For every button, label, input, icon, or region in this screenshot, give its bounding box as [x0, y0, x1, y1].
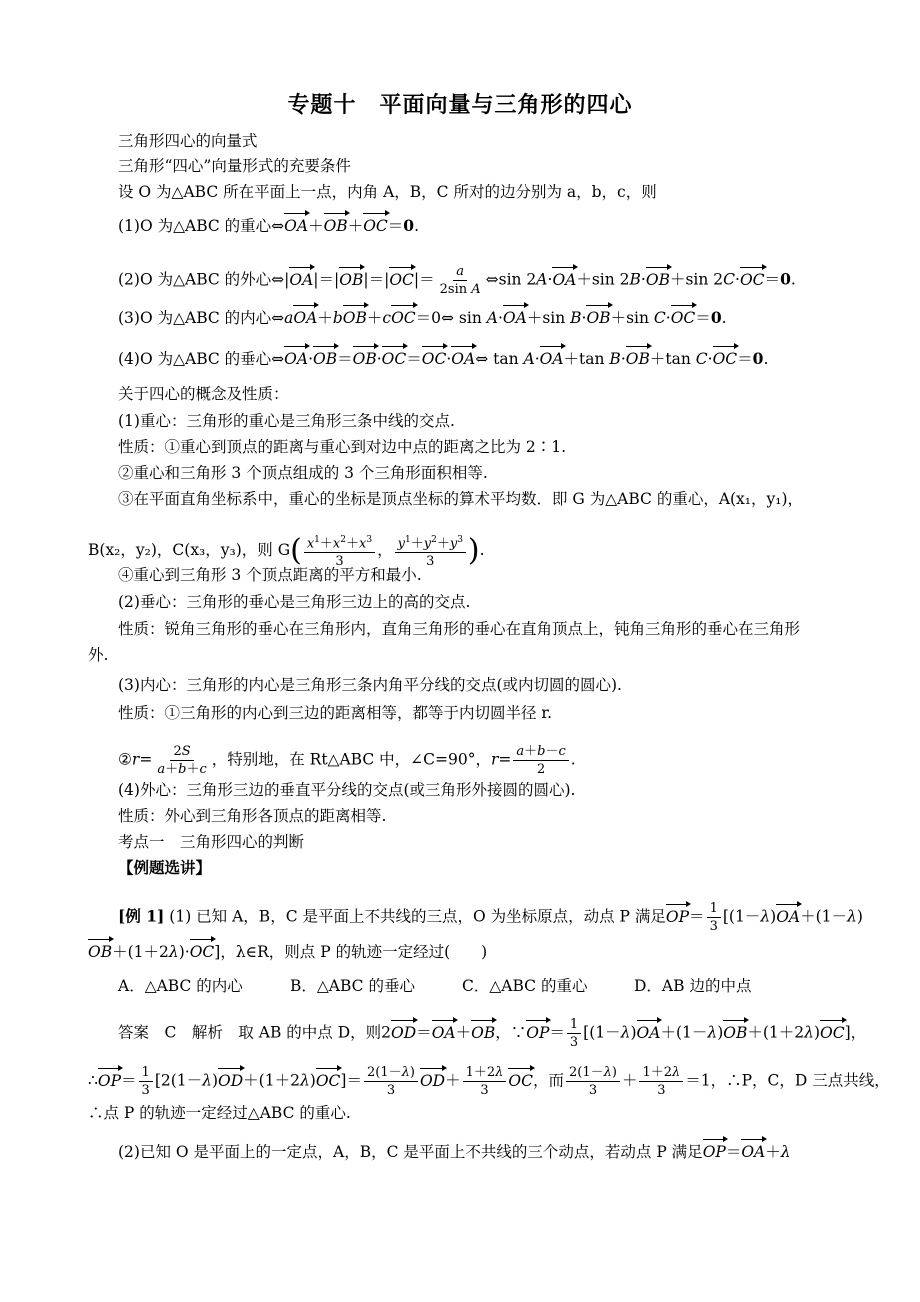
answer-1-line: 答案 C 解析 取 AB 的中点 D，则2OD＝OA＋OB，∵OP＝ $\frac{1}{3}$ [(1－λ)OA＋(1－λ)OB＋(1＋2λ)OC]， [118, 1017, 867, 1050]
choice-b: B．△ABC 的垂心 [290, 977, 415, 995]
page-title: 专题十 平面向量与三角形的四心 [287, 93, 633, 118]
choice-c: C．△ABC 的重心 [462, 977, 588, 995]
property-centroid: (1)重心：三角形的重心是三角形三条中线的交点. [118, 412, 455, 430]
choice-a: A．△ABC 的内心 [118, 977, 243, 995]
property-text: 性质：外心到三角形各顶点的距离相等. [118, 807, 387, 825]
incenter-condition: (3)O 为△ABC 的内心⇔aOA＋bOB＋cOC＝0⇔ sin A·OA＋sin B·OB＋sin C·OC＝0. [118, 308, 727, 327]
properties-title: 关于四心的概念及性质： [118, 385, 289, 403]
orthocenter-condition: (4)O 为△ABC 的垂心⇔OA·OB＝OB·OC＝OC·OA⇔ tan A·OA＋tan B·OB＋tan C·OC＝0. [118, 349, 769, 368]
property-text: 性质：①三角形的内心到三边的距离相等，都等于内切圆半径 r. [118, 704, 553, 722]
setup-text: 设 O 为△ABC 所在平面上一点，内角 A，B，C 所对的边分别为 a，b，c，则 [118, 183, 657, 201]
property-text: ④重心到三角形 3 个顶点距离的平方和最小. [118, 566, 422, 584]
section-heading: 三角形“四心”向量形式的充要条件 [118, 157, 351, 175]
inradius-formula: ②r= $\frac{2S}{a+b+c}$ ，特别地，在 Rt△ABC 中，∠C=90°，r= $\frac{a+b-c}{2}$ . [118, 744, 576, 777]
example-1-statement-cont: OB＋(1＋2λ)·OC]，λ∈R，则点 P 的轨迹一定经过( ) [88, 943, 488, 961]
answer-1-conclusion: ∴点 P 的轨迹一定经过△ABC 的重心. [88, 1104, 351, 1122]
property-text: 外. [88, 646, 109, 664]
property-circumcenter: (4)外心：三角形三边的垂直平分线的交点(或三角形外接圆的圆心). [118, 781, 576, 799]
choice-d: D．AB 边的中点 [634, 977, 752, 995]
example-2-statement: (2)已知 O 是平面上的一定点，A，B，C 是平面上不共线的三个动点，若动点 P 满足OP＝OA＋λ [118, 1143, 791, 1161]
example-1-statement: [例 1] (1) 已知 A，B，C 是平面上不共线的三点，O 为坐标原点，动点 P 满足OP＝ $\frac{1}{3}$ [(1－λ)OA＋(1－λ) [118, 901, 863, 934]
property-text: 性质：①重心到顶点的距离与重心到对边中点的距离之比为 2∶1. [118, 438, 567, 456]
property-text: ③在平面直角坐标系中，重心的坐标是顶点坐标的算术平均数．即 G 为△ABC 的重心，A(x₁，y₁)， [118, 490, 804, 508]
topic-heading: 考点一 三角形四心的判断 [118, 833, 305, 851]
property-text: ②重心和三角形 3 个顶点组成的 3 个三角形面积相等. [118, 464, 488, 482]
answer-1-derivation: ∴OP＝ $\frac{1}{3}$ [2(1－λ)OD＋(1＋2λ)OC]＝ $\frac{2(1-\lambda)}{3}$ OD＋ $\frac{1+2\lambda}{3}$ OC，而 $\frac{2(1-\lambda)}{3}$ ＋ $\frac{1+2\lambda}{3}$ ＝1，∴P，C，D 三点共线， [88, 1065, 890, 1098]
circumcenter-condition: (2)O 为△ABC 的外心⇔|OA|＝|OB|＝|OC|＝ $\frac{a}{\text{2sin A}}$ ⇔sin 2A·OA＋sin 2B·OB＋sin 2C·OC＝0. [118, 264, 796, 297]
property-incenter: (3)内心：三角形的内心是三角形三条内角平分线的交点(或内切圆的圆心). [118, 676, 622, 694]
examples-heading: 【例题选讲】 [118, 859, 212, 877]
centroid-coordinate-formula: B(x₂，y₂)，C(x₃，y₃)，则 G( $\frac{x^1+x^2+x^3}{3}$ ， $\frac{y^1+y^2+y^3}{3}$ ). [88, 533, 485, 570]
property-text: 性质：锐角三角形的垂心在三角形内，直角三角形的垂心在直角顶点上，钝角三角形的垂心在三角形 [118, 620, 801, 638]
property-orthocenter: (2)垂心：三角形的垂心是三角形三边上的高的交点. [118, 593, 471, 611]
section-heading: 三角形四心的向量式 [118, 132, 258, 150]
centroid-condition: (1)O 为△ABC 的重心⇔OA＋OB＋OC＝0. [118, 216, 420, 235]
